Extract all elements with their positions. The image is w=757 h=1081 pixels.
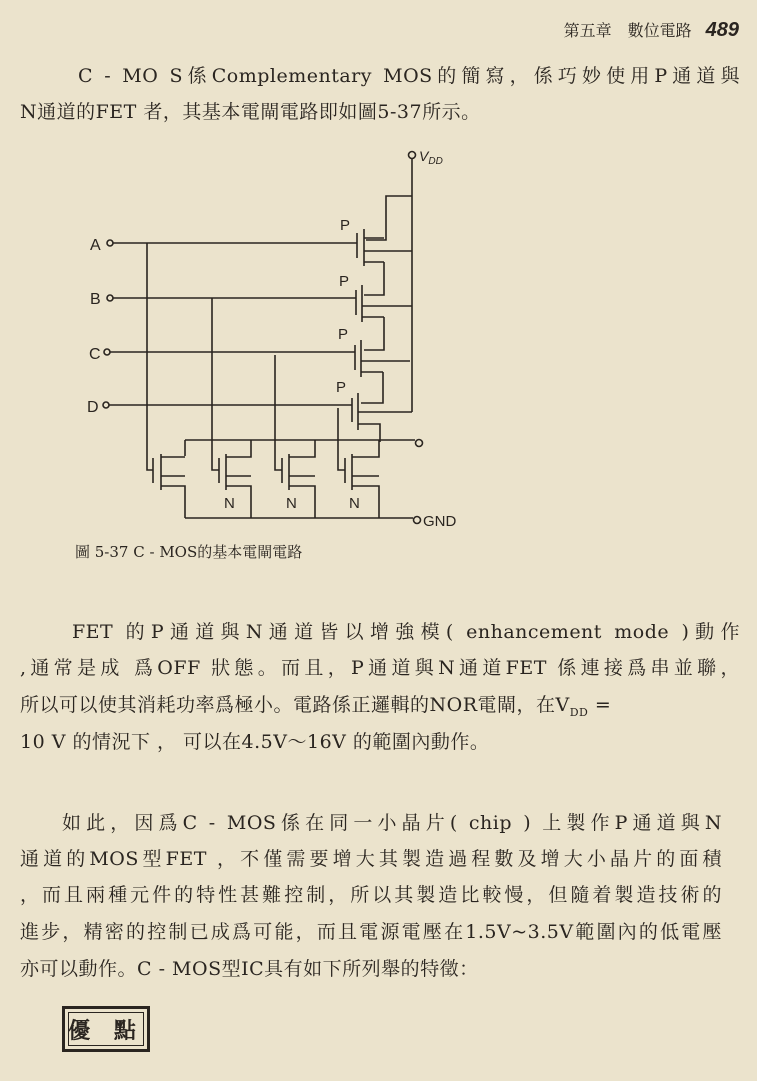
advantages-heading: 優 點 — [68, 1017, 144, 1044]
p-label: P — [336, 379, 347, 396]
p-label: P — [339, 273, 350, 290]
paragraph2-line: ,通常是成 爲OFF 狀態。而且，P通道與N通道FET 係連接爲串並聯， — [20, 657, 740, 679]
n-label: N — [349, 495, 360, 512]
paragraph3-line: 通道的MOS型FET ，不僅需要增大其製造過程數及增大小晶片的面積 — [20, 848, 722, 870]
p-transistor-a — [357, 229, 412, 266]
paragraph2-text: 所以可以使其消耗功率爲極小。電路係正邏輯的NOR電閘，在V — [20, 694, 570, 716]
paragraph2-line: 10 V 的情況下 ， 可以在4.5V～16V 的範圍內動作。 — [20, 731, 490, 753]
paragraph3-line: 亦可以動作。C - MOS型IC具有如下所列舉的特徵： — [20, 958, 479, 980]
paragraph1-line: N通道的FET 者，其基本電閘電路即如圖5-37所示。 — [20, 101, 481, 123]
p-transistor-c — [355, 317, 410, 377]
paragraph2-line — [20, 693, 740, 725]
p-transistor-d — [352, 372, 412, 442]
vdd-label: $V_{DD}$ — [419, 148, 443, 167]
paragraph3-line: 如此，因爲C - MOS係在同一小晶片( chip ) 上製作P通道與N — [62, 812, 722, 834]
input-label-a: A — [90, 237, 101, 254]
paragraph1-line: C - MO S係Complementary MOS的簡寫，係巧妙使用P通道與 — [78, 65, 740, 87]
vdd-subscript: DD — [569, 705, 589, 719]
gnd-label: GND — [423, 513, 457, 530]
vdd-terminal — [409, 152, 416, 159]
equals-sign: = — [588, 694, 612, 716]
paragraph3-line: ，而且兩種元件的特性甚難控制，所以其製造比較慢，但隨着製造技術的 — [20, 884, 722, 906]
n-label: N — [224, 495, 235, 512]
paragraph3-line: 進步，精密的控制已成爲可能，而且電源電壓在1.5V~3.5V範圍內的低電壓 — [20, 921, 722, 943]
chapter-title: 第五章 數位電路 — [563, 21, 692, 40]
p-label: P — [338, 326, 349, 343]
n-transistors — [153, 440, 379, 518]
input-wires — [103, 240, 357, 470]
input-label-b: B — [90, 291, 101, 308]
page-number: 489 — [705, 19, 739, 41]
figure-caption: 圖 5-37 C - MOS的基本電閘電路 — [75, 543, 303, 561]
input-label-d: D — [87, 399, 99, 416]
gnd-terminal — [414, 517, 421, 524]
advantages-heading-box — [62, 1006, 150, 1052]
output-terminal — [416, 440, 423, 447]
paragraph2-line: FET 的P通道與N通道皆以增強模( enhancement mode )動作 — [72, 621, 740, 643]
p-transistor-b — [356, 262, 412, 322]
input-label-c: C — [89, 346, 101, 363]
p1-source-wire — [366, 196, 412, 240]
output-wire — [185, 440, 415, 456]
p-label: P — [340, 217, 351, 234]
n-label: N — [286, 495, 297, 512]
